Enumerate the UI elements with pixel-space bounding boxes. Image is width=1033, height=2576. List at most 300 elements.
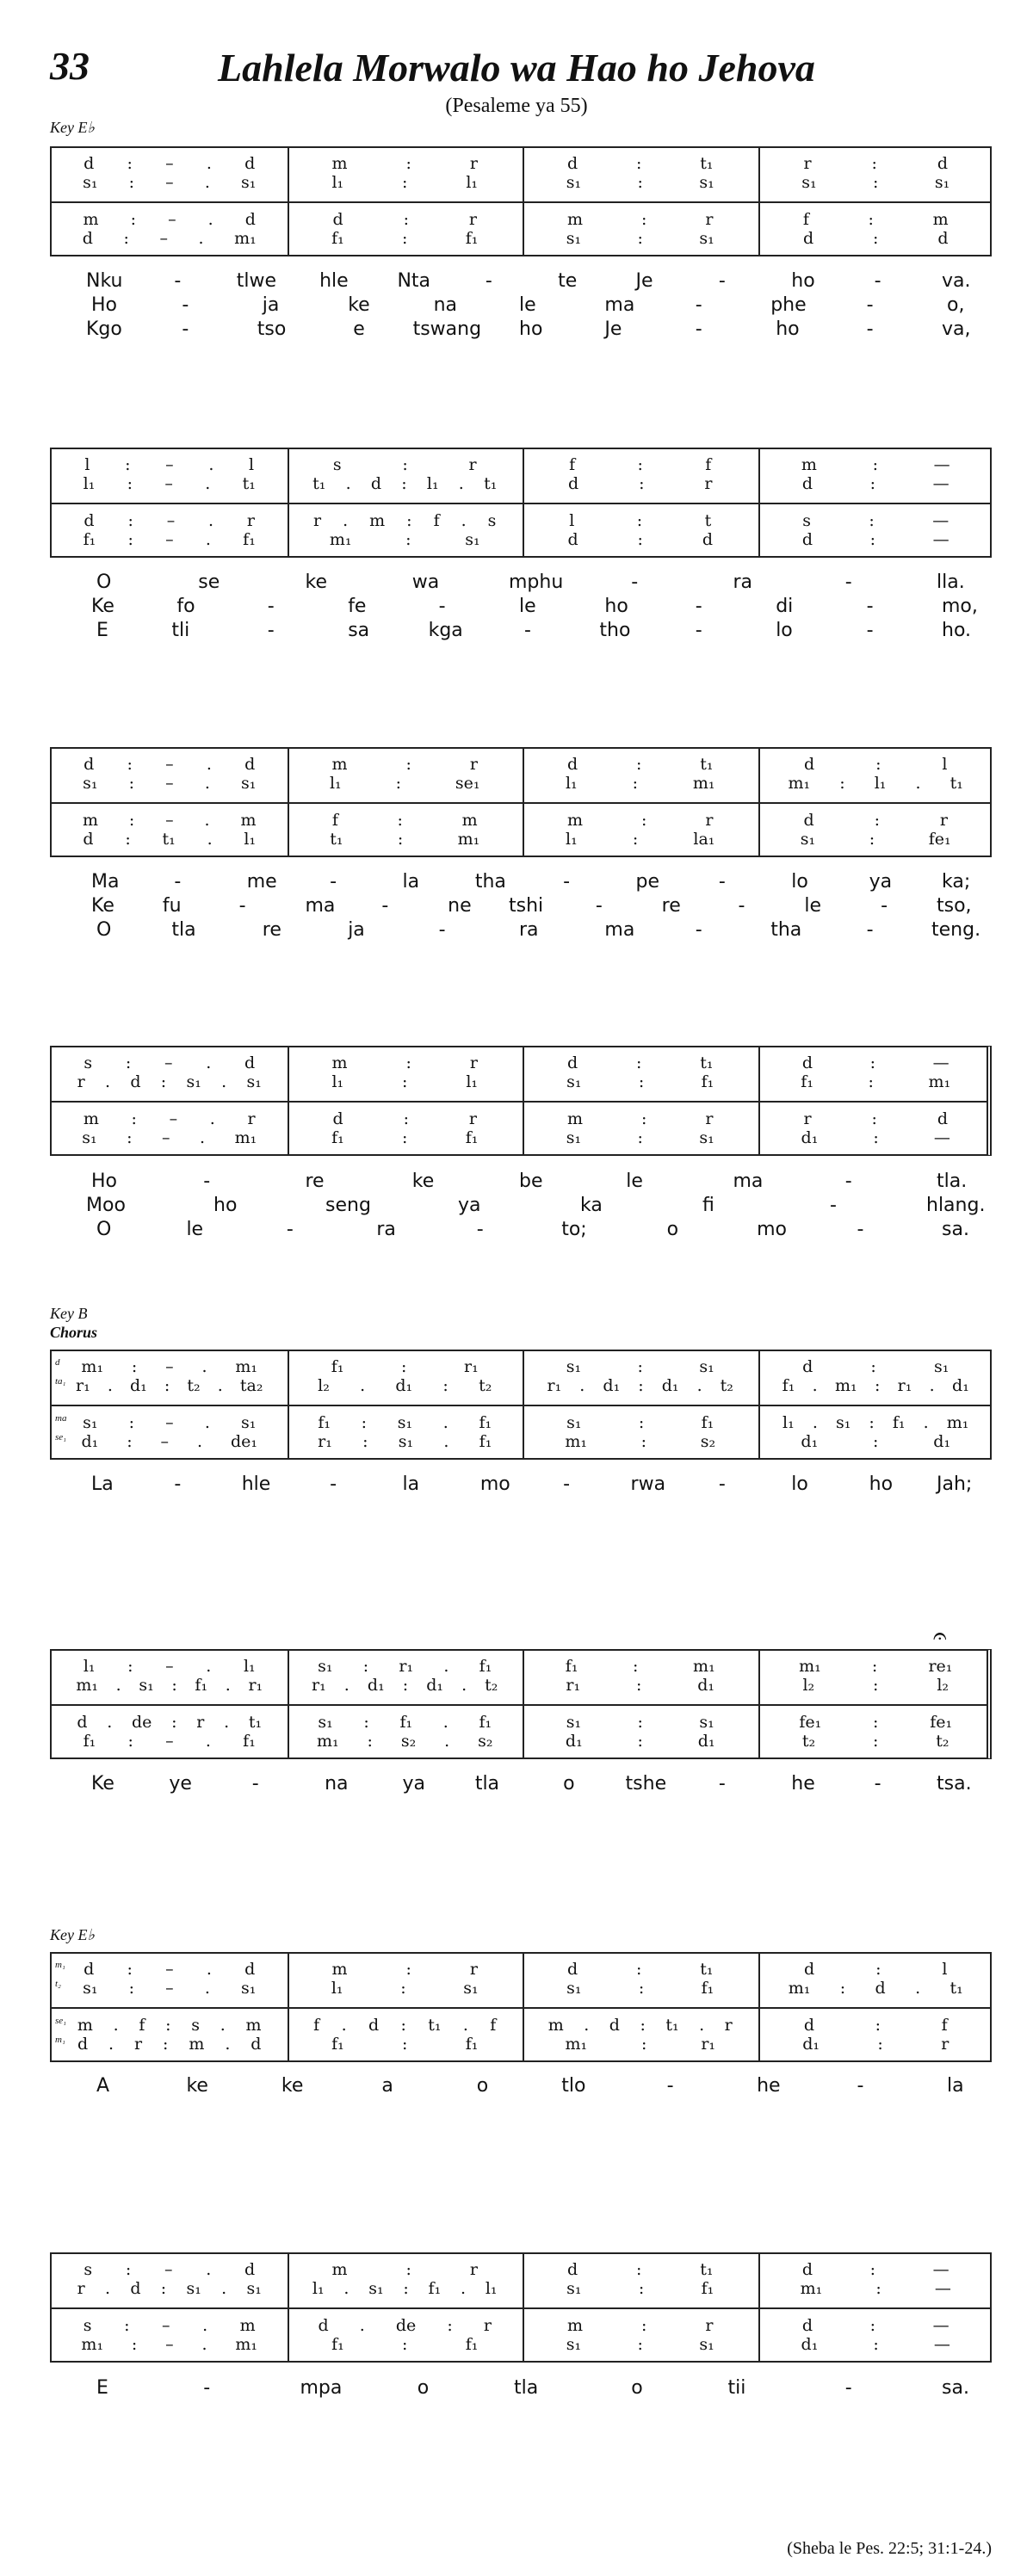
note-token: s₁ (699, 1713, 714, 1732)
note-token: : (123, 229, 129, 248)
note-token: r (941, 2035, 949, 2054)
note-token: : (873, 1732, 879, 1751)
staff-divider (52, 1405, 990, 1406)
note-token: : (641, 2035, 647, 2054)
note-token: . (204, 774, 210, 793)
note-token: . (200, 1128, 206, 1147)
lyric-syllable: - (286, 1219, 294, 1240)
note-token: . (196, 1432, 203, 1451)
note-token: l (942, 1960, 948, 1979)
note-token: l₁ (244, 830, 257, 849)
note-token: – (169, 1109, 178, 1128)
lyric-syllable: la (402, 871, 420, 893)
note-token: r (704, 474, 713, 493)
lyric-syllable: te (558, 270, 578, 292)
note-token: : (637, 455, 643, 474)
note-token: : (873, 229, 879, 248)
note-token: – (165, 811, 174, 830)
note-token: d (83, 830, 94, 849)
note-token: d₁ (395, 1376, 413, 1395)
note-token: d₁ (933, 1432, 951, 1451)
note-token: : (637, 530, 643, 549)
note-token: s₁ (83, 173, 98, 192)
lyric-syllable: ra (733, 571, 753, 593)
note-token: r (469, 1960, 478, 1979)
measure-notes (67, 1127, 272, 1149)
note-token: – (160, 1432, 170, 1451)
note-token: s₁ (139, 1676, 154, 1695)
measure-notes (774, 2277, 979, 2300)
note-token: . (224, 1713, 230, 1732)
lyric-syllable: - (866, 919, 874, 941)
note-token: – (164, 474, 173, 493)
note-token: f₁ (565, 1657, 578, 1676)
note-token: : (869, 1053, 876, 1072)
lyric-syllable: ka (580, 1195, 603, 1216)
note-token: s₁ (397, 1413, 413, 1432)
note-token: : (873, 1713, 879, 1732)
note-token: . (343, 511, 349, 530)
lyric-syllable: - (718, 270, 726, 292)
note-token: . (206, 1960, 212, 1979)
lyric-line (50, 919, 992, 945)
lyric-syllable: - (381, 895, 389, 917)
note-token: r (705, 210, 714, 229)
note-token: — (932, 530, 949, 549)
measure-notes (774, 473, 979, 495)
note-token: – (165, 1732, 174, 1751)
note-token: — (932, 511, 949, 530)
lyric-syllable: - (238, 895, 246, 917)
note-token: m₁ (234, 1128, 257, 1147)
note-token: f₁ (465, 2335, 479, 2354)
note-token: f₁ (701, 1072, 714, 1091)
key-label-2: Key B (50, 1305, 88, 1322)
note-token: . (923, 1413, 929, 1432)
note-token: l₁ (426, 474, 439, 493)
note-token: . (115, 1676, 121, 1695)
note-token: . (460, 2279, 467, 2298)
lyric-syllable: - (631, 571, 639, 593)
note-token: m (566, 2316, 584, 2335)
note-token: : (128, 811, 135, 830)
note-token: d₁ (367, 1676, 385, 1695)
note-token: r₁ (248, 1676, 263, 1695)
measure-notes (538, 1071, 743, 1093)
measure-notes (538, 1374, 743, 1397)
note-token: : (127, 1128, 133, 1147)
lyric-syllable: - (203, 1171, 211, 1192)
lyric-syllable: ka; (942, 871, 971, 893)
note-token: : (362, 1657, 369, 1676)
lyric-syllable: La (91, 1473, 114, 1495)
note-token: – (159, 229, 168, 248)
lyric-syllable: re (305, 1171, 325, 1192)
note-token: m (331, 154, 348, 173)
note-token: t₁ (162, 830, 176, 849)
note-token: s₁ (566, 1413, 582, 1432)
note-token: – (162, 2316, 170, 2335)
lyric-syllable: O (96, 571, 112, 593)
note-token: : (125, 455, 131, 474)
note-token: . (360, 1376, 366, 1395)
lyric-syllable: va. (942, 270, 971, 292)
note-token: s₁ (246, 2279, 262, 2298)
lyric-syllable: - (866, 318, 874, 340)
note-token: l (569, 511, 575, 530)
measure-notes (303, 1674, 508, 1696)
lyric-syllable: - (695, 294, 702, 316)
lyric-line (50, 871, 992, 897)
note-token: s₁ (186, 1072, 201, 1091)
note-token: . (812, 1376, 818, 1395)
note-token: s₁ (566, 173, 582, 192)
lyric-line (50, 1773, 992, 1799)
note-token: s₁ (246, 1072, 262, 1091)
lyric-syllable: - (563, 871, 571, 893)
note-token: t₁ (949, 1979, 963, 1998)
note-token: : (640, 2016, 646, 2035)
lyric-syllable: O (96, 1219, 112, 1240)
note-token: r (468, 210, 478, 229)
note-token: re₁ (928, 1657, 953, 1676)
note-token: r (246, 511, 256, 530)
note-token: d (803, 811, 814, 830)
note-token: t₂ (485, 1676, 498, 1695)
voice-row (52, 171, 990, 194)
lyric-syllable: Ke (91, 895, 114, 917)
note-token: d (566, 1960, 578, 1979)
lyric-syllable: - (182, 294, 189, 316)
note-token: : (363, 1713, 369, 1732)
note-token: : (640, 1432, 647, 1451)
note-token: m₁ (800, 2279, 823, 2298)
lyric-syllable: - (563, 1473, 571, 1495)
lyric-syllable: - (666, 2075, 674, 2097)
lyric-syllable: - (595, 895, 603, 917)
note-token: d (875, 1979, 886, 1998)
note-token: de₁ (230, 1432, 257, 1451)
note-token: s₁ (566, 1128, 582, 1147)
lyric-syllable: ho (604, 596, 628, 617)
measure-notes (538, 528, 743, 551)
lyric-syllable: Je (635, 270, 653, 292)
note-token: m₁ (946, 1413, 969, 1432)
measure-notes (67, 1730, 272, 1752)
note-token: s₁ (566, 2335, 582, 2354)
note-token: : (869, 511, 875, 530)
lyric-syllable: lo (791, 871, 808, 893)
note-token: s₁ (566, 1357, 582, 1376)
note-token: d (244, 1053, 256, 1072)
note-token: f₁ (399, 1713, 413, 1732)
note-token: t₁ (242, 474, 256, 493)
note-token: d₁ (426, 1676, 443, 1695)
lyric-syllable: fu (162, 895, 182, 917)
note-token: s₁ (566, 229, 582, 248)
note-token: s₁ (83, 1979, 98, 1998)
note-token: : (635, 1676, 642, 1695)
note-token: s₁ (463, 1979, 479, 1998)
note-token: m (240, 811, 257, 830)
lyric-syllable: o (666, 1219, 679, 1240)
note-token: : (869, 2316, 876, 2335)
note-token: : (402, 1676, 409, 1695)
note-token: . (220, 2016, 226, 2035)
note-token: . (225, 2035, 231, 2054)
note-token: r₁ (897, 1376, 912, 1395)
note-token: : (637, 1732, 643, 1751)
lyric-syllable: tla (474, 1773, 500, 1795)
measure-notes (538, 828, 743, 850)
note-token: – (168, 210, 176, 229)
lyric-syllable: mphu (509, 571, 564, 593)
lyric-syllable: kga (428, 620, 463, 641)
lyric-syllable: sa (348, 620, 370, 641)
lyric-syllable: re (661, 895, 681, 917)
lyric-syllable: tla (171, 919, 196, 941)
note-token: s (84, 1053, 93, 1072)
measure-notes (303, 2277, 508, 2300)
measure-notes (67, 828, 272, 850)
measure-notes (303, 1730, 508, 1752)
note-token: s₁ (318, 1713, 333, 1732)
note-token: : (367, 1732, 373, 1751)
note-token: m₁ (81, 1357, 104, 1376)
note-token: : (402, 229, 408, 248)
note-token: : (127, 1732, 133, 1751)
note-token: — (933, 2335, 950, 2354)
note-token: m (547, 2016, 564, 2035)
note-token: fe₁ (928, 830, 951, 849)
note-token: : (873, 2335, 879, 2354)
note-token: f (433, 511, 440, 530)
note-token: d₁ (603, 1376, 621, 1395)
note-token: d (937, 154, 949, 173)
note-token: l₁ (782, 1413, 795, 1432)
lyric-syllable: - (881, 895, 888, 917)
voice-label: se₁ (55, 1432, 66, 1442)
note-token: . (444, 1732, 450, 1751)
lyric-syllable: - (866, 620, 874, 641)
note-token: . (204, 1413, 210, 1432)
lyric-syllable: tli (171, 620, 190, 641)
note-token: : (131, 1357, 138, 1376)
note-token: s (83, 2316, 92, 2335)
note-token: : (869, 830, 875, 849)
chorus-label: Chorus (50, 1324, 98, 1341)
staff-divider (52, 2007, 990, 2009)
note-token: : (397, 830, 404, 849)
note-token: : (400, 1979, 406, 1998)
note-token: : (124, 2316, 130, 2335)
measure-notes (538, 1977, 743, 1999)
lyric-syllable: o (631, 2377, 643, 2399)
lyric-syllable: tsa. (937, 1773, 972, 1795)
lyric-syllable: o, (947, 294, 965, 316)
note-token: s₁ (566, 1713, 582, 1732)
measure-notes (303, 2033, 508, 2055)
note-token: . (201, 2335, 207, 2354)
lyric-syllable: ke (348, 294, 370, 316)
lyric-syllable: ya (869, 871, 893, 893)
note-token: : (403, 2279, 409, 2298)
lyric-line (50, 270, 992, 296)
note-token: f₁ (83, 1732, 96, 1751)
note-token: : (869, 530, 876, 549)
note-token: : (637, 1357, 643, 1376)
lyric-syllable: tshi (509, 895, 544, 917)
note-token: : (868, 210, 874, 229)
note-token: : (401, 1357, 407, 1376)
note-token: f₁ (331, 229, 344, 248)
note-token: . (225, 1676, 231, 1695)
note-token: : (870, 1357, 876, 1376)
lyric-syllable: Ho (91, 1171, 118, 1192)
measure-notes (538, 2033, 743, 2055)
measure-notes (67, 772, 272, 794)
note-token: : (127, 755, 133, 774)
note-token: r (939, 811, 949, 830)
note-token: – (165, 1960, 174, 1979)
note-token: d (244, 154, 256, 173)
note-token: : (869, 474, 876, 493)
note-token: : (871, 1109, 877, 1128)
note-token: : (405, 1053, 411, 1072)
measure-notes (67, 1977, 272, 1999)
note-token: m (82, 811, 98, 830)
lyric-syllable: - (695, 620, 702, 641)
note-token: : (125, 830, 131, 849)
lyric-syllable: - (695, 318, 702, 340)
measure-notes (67, 2277, 272, 2300)
note-token: l (942, 755, 948, 774)
note-token: d (84, 154, 95, 173)
lyric-syllable: - (718, 1473, 726, 1495)
note-token: r (468, 1109, 478, 1128)
note-token: — (932, 2260, 949, 2279)
note-token: : (127, 1960, 133, 1979)
lyric-syllable: Jah; (937, 1473, 973, 1495)
lyric-syllable: - (695, 596, 702, 617)
note-token: m (83, 1109, 99, 1128)
measure-notes (774, 1071, 979, 1093)
measure-notes (538, 772, 743, 794)
staff-divider (52, 201, 990, 203)
voice-row (52, 1071, 987, 1093)
note-token: m (239, 2316, 256, 2335)
lyric-line (50, 294, 992, 320)
lyric-syllable: ho (213, 1195, 238, 1216)
note-token: – (165, 755, 174, 774)
lyric-syllable: tswang (412, 318, 482, 340)
note-token: : (637, 1128, 643, 1147)
lyric-syllable: lo (776, 620, 793, 641)
note-token: l₁ (466, 173, 479, 192)
staff-system (50, 1350, 992, 1460)
measure-notes (774, 828, 979, 850)
note-token: m (331, 755, 348, 774)
lyric-syllable: fi (702, 1195, 714, 1216)
lyric-syllable: - (718, 871, 726, 893)
note-token: : (128, 1413, 135, 1432)
note-token: : (160, 2279, 167, 2298)
note-token: f (705, 455, 712, 474)
staff-system (50, 747, 992, 857)
note-token: m (566, 1109, 584, 1128)
note-token: : (395, 774, 401, 793)
lyric-syllable: re (262, 919, 281, 941)
note-token: : (442, 1376, 448, 1395)
lyric-syllable: rwa (630, 1473, 666, 1495)
note-token: d (332, 1109, 343, 1128)
lyric-syllable: le (804, 895, 821, 917)
note-token: s₁ (566, 1979, 582, 1998)
measure-notes (538, 1674, 743, 1696)
lyric-syllable: ho. (942, 620, 972, 641)
note-token: . (207, 830, 213, 849)
note-token: : (868, 1072, 874, 1091)
lyric-syllable: - (844, 571, 852, 593)
lyric-syllable: - (844, 1171, 852, 1192)
note-token: r (705, 1109, 714, 1128)
note-token: t₁ (700, 2260, 714, 2279)
note-token: f₁ (465, 1128, 479, 1147)
lyric-syllable: - (857, 2075, 864, 2097)
measure-notes (67, 473, 272, 495)
lyric-line (50, 895, 992, 921)
lyric-syllable: me (246, 871, 277, 893)
note-token: s (487, 511, 497, 530)
note-token: f₁ (701, 1413, 714, 1432)
lyric-line (50, 2075, 992, 2101)
note-token: : (127, 511, 133, 530)
note-token: s₁ (241, 173, 257, 192)
lyric-syllable: tla. (937, 1171, 968, 1192)
note-token: d (84, 1960, 95, 1979)
note-token: : (160, 1072, 167, 1091)
voice-row (52, 473, 990, 495)
note-token: . (699, 2016, 705, 2035)
note-token: m₁ (81, 2335, 104, 2354)
lyric-syllable: Ke (91, 596, 114, 617)
measure-notes (774, 1127, 979, 1149)
lyric-syllable: ma (604, 919, 635, 941)
voice-row (52, 828, 990, 850)
note-token: r (724, 2016, 733, 2035)
note-token: m₁ (234, 229, 257, 248)
note-token: r (803, 154, 812, 173)
note-token: fe₁ (799, 1713, 822, 1732)
voice-label: m₁ (55, 2035, 65, 2045)
note-token: : (875, 2279, 881, 2298)
note-token: : (641, 210, 647, 229)
note-token: . (204, 173, 210, 192)
note-token: m₁ (565, 1432, 587, 1451)
note-token: s₂ (478, 1732, 493, 1751)
note-token: : (641, 2316, 647, 2335)
note-token: : (633, 1657, 639, 1676)
note-token: d (318, 2316, 329, 2335)
note-token: s (191, 2016, 201, 2035)
lyric-syllable: ho (519, 318, 543, 340)
note-token: . (206, 154, 212, 173)
note-token: . (458, 474, 464, 493)
note-token: l₁ (466, 1072, 479, 1091)
note-token: d (130, 1072, 141, 1091)
lyric-syllable: hle (319, 270, 349, 292)
lyric-syllable: Ho (91, 294, 118, 316)
